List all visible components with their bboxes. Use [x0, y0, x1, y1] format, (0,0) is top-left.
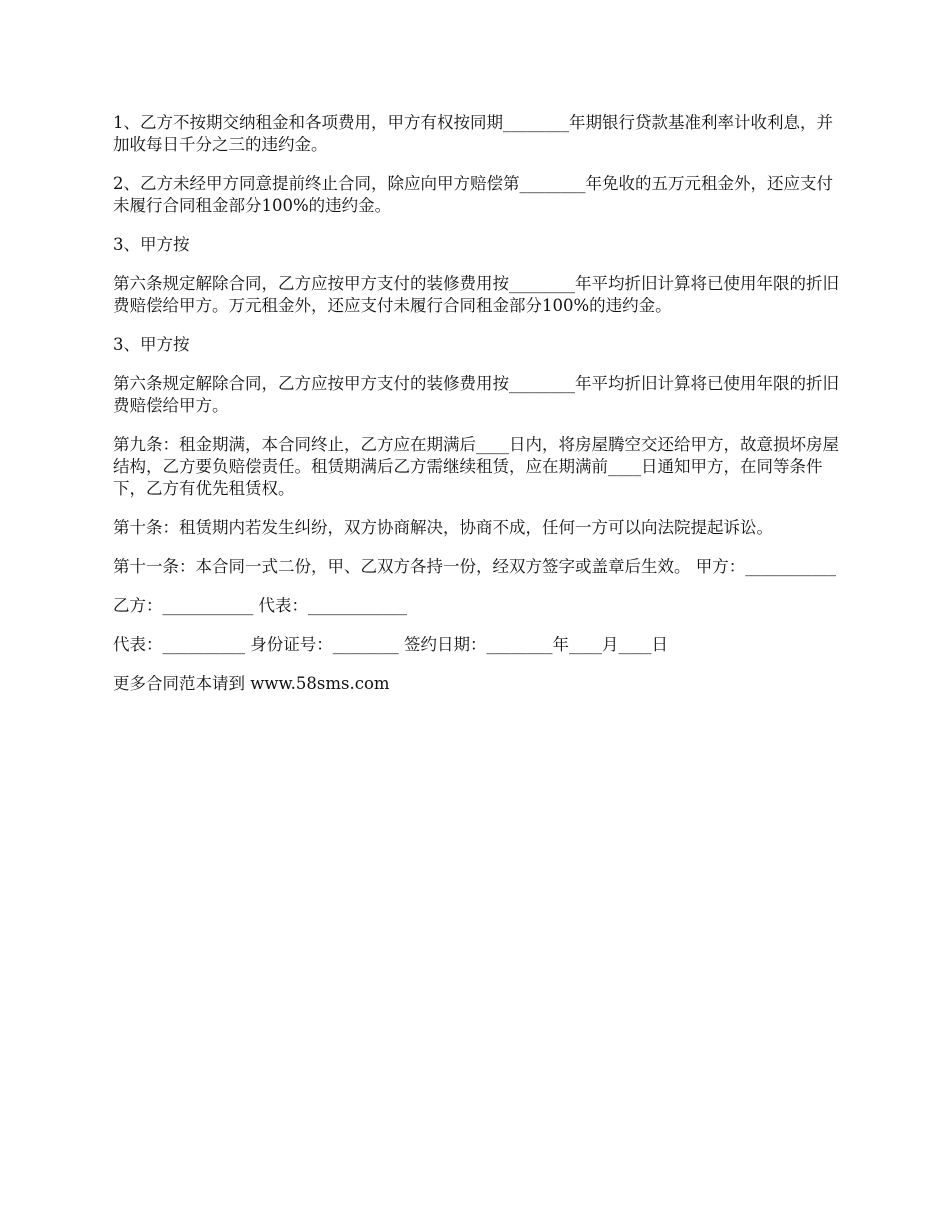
article-10-dispute: 第十条：租赁期内若发生纠纷，双方协商解决，协商不成，任何一方可以向法院提起诉讼。: [113, 518, 773, 537]
clause-renovation-depreciation-repeat: 第六条规定解除合同，乙方应按甲方支付的装修费用按________年平均折旧计算将已使用年限的折旧费赔偿给甲方。: [113, 374, 839, 415]
document-page: [113, 112, 848, 712]
clause-early-termination: 2、乙方未经甲方同意提前终止合同，除应向甲方赔偿第________年免收的五万元租金外，还应支付未履行合同租金部分100%的违约金。: [113, 174, 833, 215]
article-11-copies-signature: 第十一条：本合同一式二份，甲、乙双方各持一份，经双方签字或盖章后生效。 甲方：___________: [113, 557, 836, 576]
representative-id-date-line: 代表：__________ 身份证号：________ 签约日期：________年____月____日: [113, 635, 668, 654]
clause-renovation-depreciation: 第六条规定解除合同，乙方应按甲方支付的装修费用按________年平均折旧计算将已使用年限的折旧费赔偿给甲方。万元租金外，还应支付未履行合同租金部分100%的违约金。: [113, 274, 839, 315]
clause-party-a-heading-repeat: 3、甲方按: [113, 335, 190, 354]
clause-party-a-heading: 3、甲方按: [113, 235, 190, 254]
article-9-lease-expiry: 第九条：租金期满，本合同终止，乙方应在期满后____日内，将房屋腾空交还给甲方，故意损坏房屋结构，乙方要负赔偿责任。租赁期满后乙方需继续租赁，应在期满前____日通知甲方，在同等条件下，乙方有优先租赁权。: [113, 435, 839, 498]
party-b-signature-line: 乙方：___________ 代表：____________: [113, 596, 407, 615]
clause-late-payment-penalty: 1、乙方不按期交纳租金和各项费用，甲方有权按同期________年期银行贷款基准利率计收利息，并加收每日千分之三的违约金。: [113, 113, 833, 154]
footer-website-note: 更多合同范本请到 www.58sms.com: [113, 674, 390, 693]
